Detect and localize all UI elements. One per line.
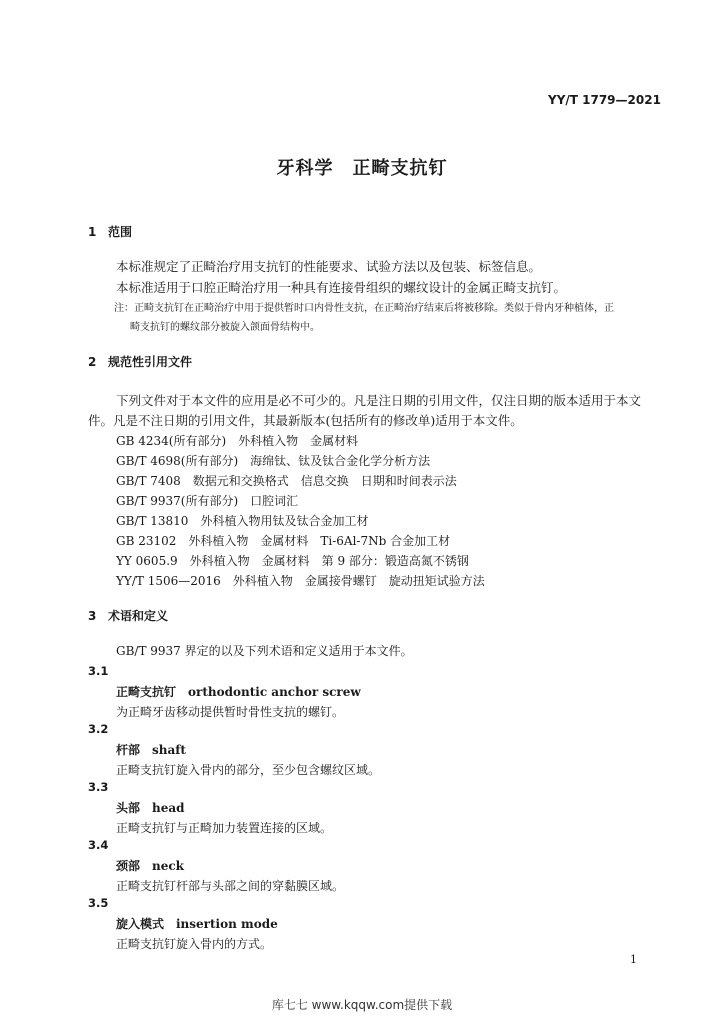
term-definition: 正畸支抗钉旋入骨内的部分，至少包含螺纹区域。 — [116, 763, 381, 777]
term-definition: 正畸支抗钉杆部与头部之间的穿黏膜区域。 — [116, 879, 345, 893]
note-line: 注：正畸支抗钉在正畸治疗中用于提供暂时口内骨性支抗，在正畸治疗结束后将被移除。类似于骨内牙种植体，正 — [114, 303, 614, 314]
paragraph: GB/T 9937 界定的以及下列术语和定义适用于本文件。 — [116, 644, 413, 658]
term-name: 旋入模式 insertion mode — [116, 917, 278, 931]
section-1-heading — [88, 223, 132, 240]
term-name: 头部 head — [116, 801, 185, 815]
term-definition: 为正畸牙齿移动提供暂时骨性支抗的螺钉。 — [116, 705, 345, 719]
term-number: 3.3 — [88, 780, 109, 794]
term-name: 杆部 shaft — [116, 743, 186, 757]
paragraph: 本标准规定了正畸治疗用支抗钉的性能要求、试验方法以及包装、标签信息。 — [116, 259, 542, 274]
standard-number: YY/T 1779—2021 — [548, 93, 661, 107]
section-number: 1 — [88, 225, 97, 239]
reference-item: YY 0605.9 外科植入物 金属材料 第 9 部分：锻造高氮不锈钢 — [116, 554, 469, 568]
term-number: 3.5 — [88, 896, 109, 910]
section-title: 规范性引用文件 — [108, 355, 193, 369]
section-title: 范围 — [108, 225, 133, 239]
reference-item: GB 4234(所有部分) 外科植入物 金属材料 — [116, 434, 359, 448]
paragraph: 下列文件对于本文件的应用是必不可少的。凡是注日期的引用文件，仅注日期的版本适用于本文 — [116, 393, 642, 408]
paragraph: 本标准适用于口腔正畸治疗用一种具有连接骨组织的螺纹设计的金属正畸支抗钉。 — [116, 280, 567, 295]
document-title: 牙科学 正畸支抗钉 — [276, 158, 448, 179]
term-definition: 正畸支抗钉与正畸加力装置连接的区域。 — [116, 821, 333, 835]
section-number: 3 — [88, 609, 97, 623]
term-number: 3.1 — [88, 664, 109, 678]
term-number: 3.4 — [88, 838, 109, 852]
term-name: 正畸支抗钉 orthodontic anchor screw — [116, 685, 361, 699]
note-line: 畸支抗钉的螺纹部分被旋入颌面骨结构中。 — [130, 322, 320, 333]
download-footer: 库七七 www.kqqw.com提供下载 — [271, 998, 453, 1012]
term-name: 颈部 neck — [116, 859, 184, 873]
term-definition: 正畸支抗钉旋入骨内的方式。 — [116, 937, 273, 951]
section-title: 术语和定义 — [108, 609, 169, 623]
reference-item: GB/T 4698(所有部分) 海绵钛、钛及钛合金化学分析方法 — [116, 454, 431, 468]
term-number: 3.2 — [88, 722, 109, 736]
paragraph: 件。凡是不注日期的引用文件，其最新版本(包括所有的修改单)适用于本文件。 — [88, 413, 523, 428]
reference-item: GB/T 7408 数据元和交换格式 信息交换 日期和时间表示法 — [116, 474, 457, 488]
reference-item: GB 23102 外科植入物 金属材料 Ti-6Al-7Nb 合金加工材 — [116, 534, 451, 548]
section-2-heading — [88, 353, 192, 370]
page-number: 1 — [630, 953, 637, 966]
reference-item: YY/T 1506—2016 外科植入物 金属接骨螺钉 旋动扭矩试验方法 — [116, 574, 485, 588]
section-number: 2 — [88, 355, 97, 369]
section-3-heading — [88, 607, 168, 624]
reference-item: GB/T 9937(所有部分) 口腔词汇 — [116, 494, 299, 508]
reference-item: GB/T 13810 外科植入物用钛及钛合金加工材 — [116, 514, 369, 528]
